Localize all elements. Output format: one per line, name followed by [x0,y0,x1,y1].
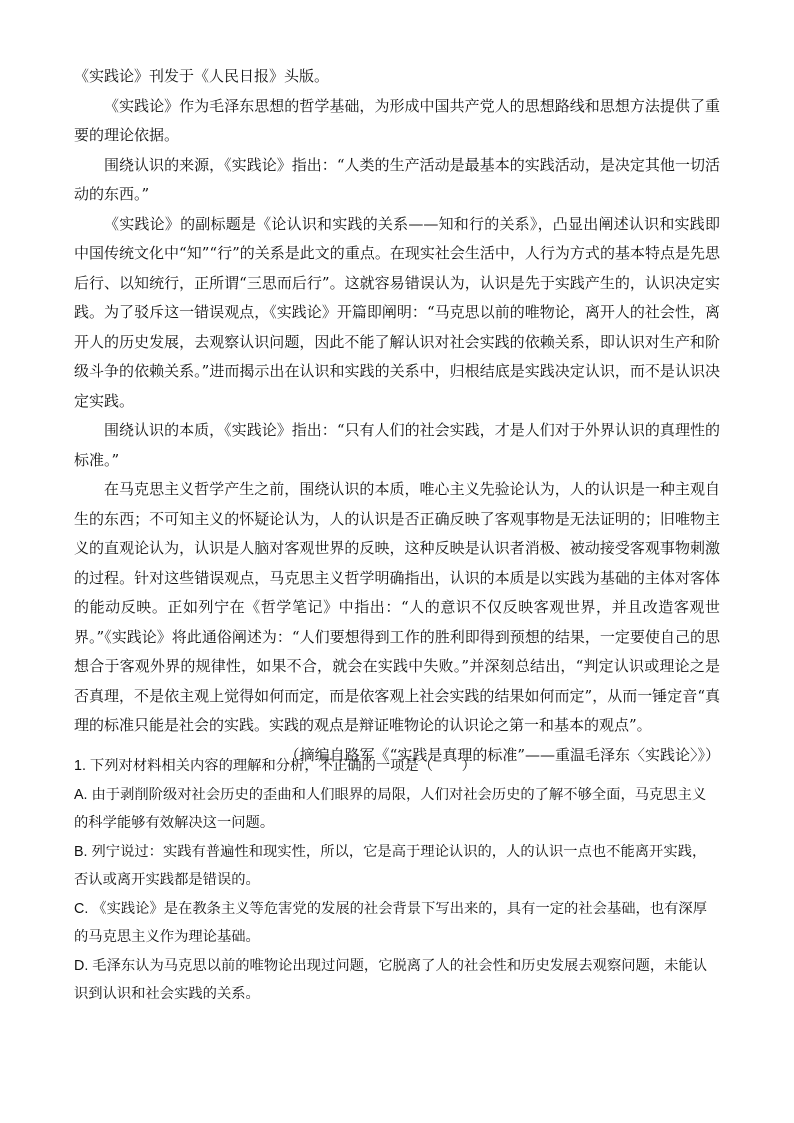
reading-passage [74,62,720,770]
passage-paragraph: 《实践论》作为毛泽东思想的哲学基础，为形成中国共产党人的思想路线和思想方法提供了重要的理论依据。 [74,96,720,144]
option-c: C. 《实践论》是在教条主义等危害党的发展的社会背景下写出来的，具有一定的社会基础，也有深厚的马克思主义作为理论基础。 [74,901,708,945]
passage-paragraph: 围绕认识的来源，《实践论》指出：“人类的生产活动是最基本的实践活动，是决定其他一切活动的东西。” [74,155,720,203]
passage-paragraph: 《实践论》的副标题是《论认识和实践的关系——知和行的关系》，凸显出阐述认识和实践即中国传统文化中“知”“行”的关系是此文的重点。在现实社会生活中，人行为方式的基本特点是先思后行、以知统行，正所谓“三思而后行”。这就容易错误认为，认识是先于实践产生的，认识决定实践。为了驳斥这一错误观点，《实践论》开篇即阐明：“马克思以前的唯物论，离开人的社会性，离开人的历史发展，去观察认识问题，因此不能了解认识对社会实践的依赖关系，即认识对生产和阶级斗争的依赖关系。”进而揭示出在认识和实践的关系中，归根结底是实践决定认识，而不是认识决定实践。 [74,214,720,410]
passage-source: （摘编自路军《“实践是真理的标准”——重温毛泽东〈实践论〉》） [284,745,720,764]
question-block [74,752,720,1008]
question-stem: 1. 下列对材料相关内容的理解和分析，不正确的一项是（ ） [74,758,476,774]
passage-paragraph: 《实践论》刊发于《人民日报》头版。 [74,67,330,85]
option-b: B. 列宁说过：实践有普遍性和现实性，所以，它是高于理论认识的，人的认识一点也不能离开实践，否认或离开实践都是错误的。 [74,844,707,888]
option-a: A. 由于剥削阶级对社会历史的歪曲和人们眼界的局限，人们对社会历史的了解不够全面，马克思主义的科学能够有效解决这一问题。 [74,787,707,831]
passage-paragraph: 围绕认识的本质，《实践论》指出：“只有人们的社会实践，才是人们对于外界认识的真理性的标准。” [74,421,720,469]
option-d: D. 毛泽东认为马克思以前的唯物论出现过问题，它脱离了人的社会性和历史发展去观察问题，未能认识到认识和社会实践的关系。 [74,958,708,1002]
passage-paragraph: 在马克思主义哲学产生之前，围绕认识的本质，唯心主义先验论认为，人的认识是一种主观自生的东西；不可知主义的怀疑论认为，人的认识是否正确反映了客观事物是无法证明的；旧唯物主义的直观论认为，认识是人脑对客观世界的反映，这种反映是认识者消极、被动接受客观事物刺激的过程。针对这些错误观点，马克思主义哲学明确指出，认识的本质是以实践为基础的主体对客体的能动反映。正如列宁在《哲学笔记》中指出：“人的意识不仅反映客观世界，并且改造客观世界。”《实践论》将此通俗阐述为：“人们要想得到工作的胜利即得到预想的结果，一定要使自己的思想合于客观外界的规律性，如果不合，就会在实践中失败。”并深刻总结出，“判定认识或理论之是否真理，不是依主观上觉得如何而定，而是依客观上社会实践的结果如何而定”，从而一锤定音“真理的标准只能是社会的实践。实践的观点是辩证唯物论的认识论之第一和基本的观点”。 [74,480,720,734]
